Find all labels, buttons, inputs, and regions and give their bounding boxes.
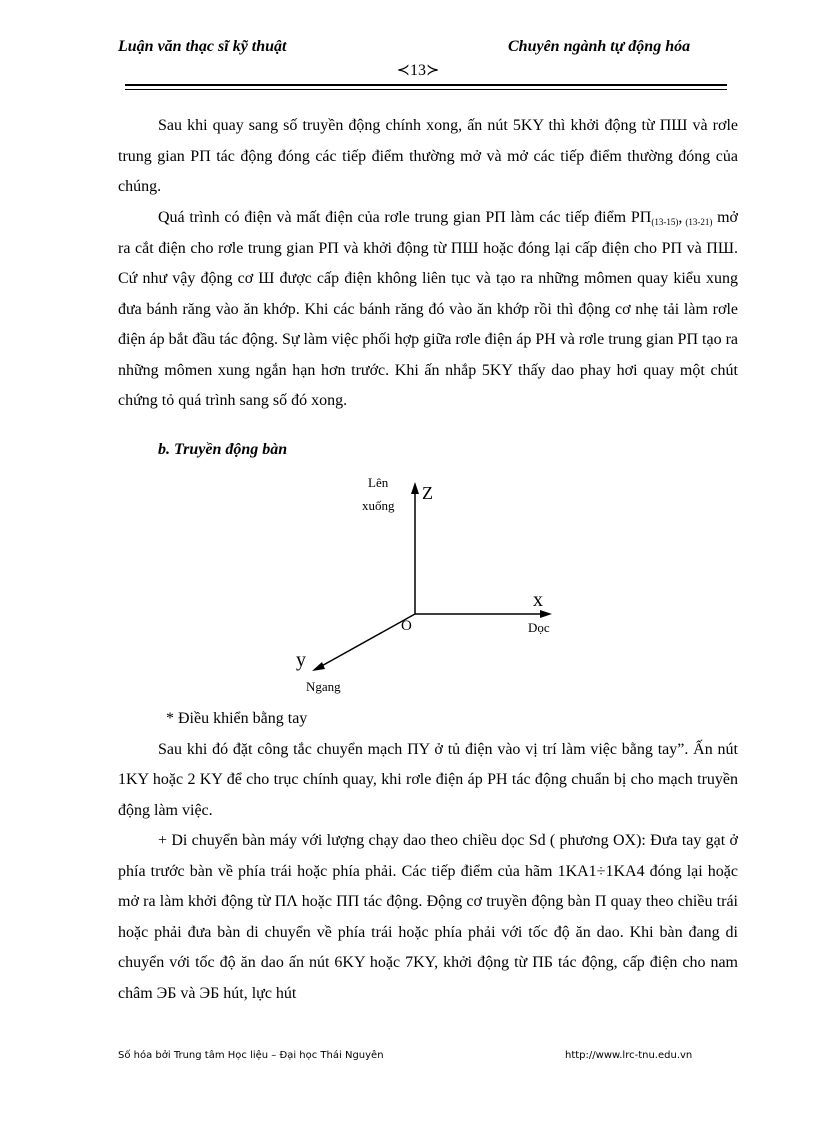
z-caption-1: Lên [368, 475, 389, 490]
x-axis-arrow-icon [540, 610, 552, 618]
paragraph: Sau khi quay sang số truyền động chính xong, ấn nút 5KY thì khởi động từ ПШ và rơle trung gian PП tác động đóng các tiếp điểm thường mở và mở các tiếp điểm thường đóng của chúng. [118, 117, 738, 195]
subscript-13-15: (13-15) [651, 217, 679, 227]
section-a-para-1 [118, 111, 738, 203]
paragraph: + Di chuyển bàn máy với lượng chạy dao theo chiều dọc Sd ( phương OX): Đưa tay gạt ở phía trước bàn về phía trái hoặc phía phải. Các tiếp điểm của hãm 1KA1÷1KA4 đóng lại hoặc mở ra làm khởi động từ ПΛ hoặc ПП tác động. Động cơ truyền động bàn П quay theo chiều trái hoặc phải đưa bàn di chuyển về phía trái hoặc phía phải với tốc độ ăn dao. Khi bàn đang di chuyển với tốc độ ăn dao ấn nút 6KY hoặc 7KY, khởi động từ ПБ tác động, cấp điện cho nam châm ЭБ và ЭБ hút, lực hút [118, 832, 738, 1002]
header-rule-thin [125, 89, 727, 90]
x-caption: Dọc [528, 620, 550, 635]
y-axis-arrow-icon [312, 662, 325, 671]
section-b-heading: b. Truyền động bàn [158, 441, 288, 458]
manual-control-title: * Điều khiển bằng tay [166, 710, 308, 727]
paragraph [118, 203, 738, 417]
page-number: ≺13≻ [396, 62, 440, 79]
y-axis-label: y [296, 649, 306, 671]
x-axis-label: x [533, 589, 543, 611]
footer-left: Số hóa bởi Trung tâm Học liệu – Đại học Thái Nguyên [118, 1050, 384, 1061]
z-axis-arrow-icon [411, 482, 419, 494]
para2-comma: , [678, 209, 683, 226]
header-right-title: Chuyên ngành tự động hóa [508, 38, 691, 55]
section-b-body [118, 704, 738, 1009]
y-caption: Ngang [306, 679, 341, 694]
header-rule-thick [125, 84, 727, 86]
para2-pre: Quá trình có điện và mất điện của rơle trung gian PП làm các tiếp điểm PП [158, 209, 652, 226]
origin-label: O [401, 618, 412, 634]
subscript-13-21: (13-21) [682, 217, 713, 227]
z-caption-2: xuống [362, 498, 395, 513]
para2-post: mở ra cắt điện cho rơle trung gian PП và khởi động từ ПШ hoặc đóng lại cấp điện cho PП và ПШ. Cứ như vậy động cơ Ш được cấp điện không liên tục và tạo ra những mômen quay kiểu xung đưa bánh răng vào ăn khớp. Khi các bánh răng đó vào ăn khớp rồi thì động cơ nhẹ tải làm rơle điện áp bắt đầu tác động. Sự làm việc phối hợp giữa rơle điện áp PH và rơle trung gian PП tạo ra những mômen xung ngắn hạn hơn trước. Khi ấn nhắp 5KY thấy dao phay hơi quay một chút chứng tỏ quá trình sang số đó xong. [118, 209, 738, 409]
section-a-para-2 [118, 203, 738, 417]
axis-diagram [290, 470, 580, 700]
paragraph: Sau khi đó đặt công tắc chuyển mạch ПY ở tủ điện vào vị trí làm việc bằng tay”. Ấn nút 1KY hoặc 2 KY để cho trục chính quay, khi rơle điện áp PH tác động chuẩn bị cho mạch truyền động làm việc. [118, 740, 738, 819]
z-axis-label: Z [422, 483, 433, 503]
header-left-title: Luận văn thạc sĩ kỹ thuật [118, 38, 287, 55]
footer-link[interactable]: http://www.lrc-tnu.edu.vn [565, 1050, 693, 1061]
